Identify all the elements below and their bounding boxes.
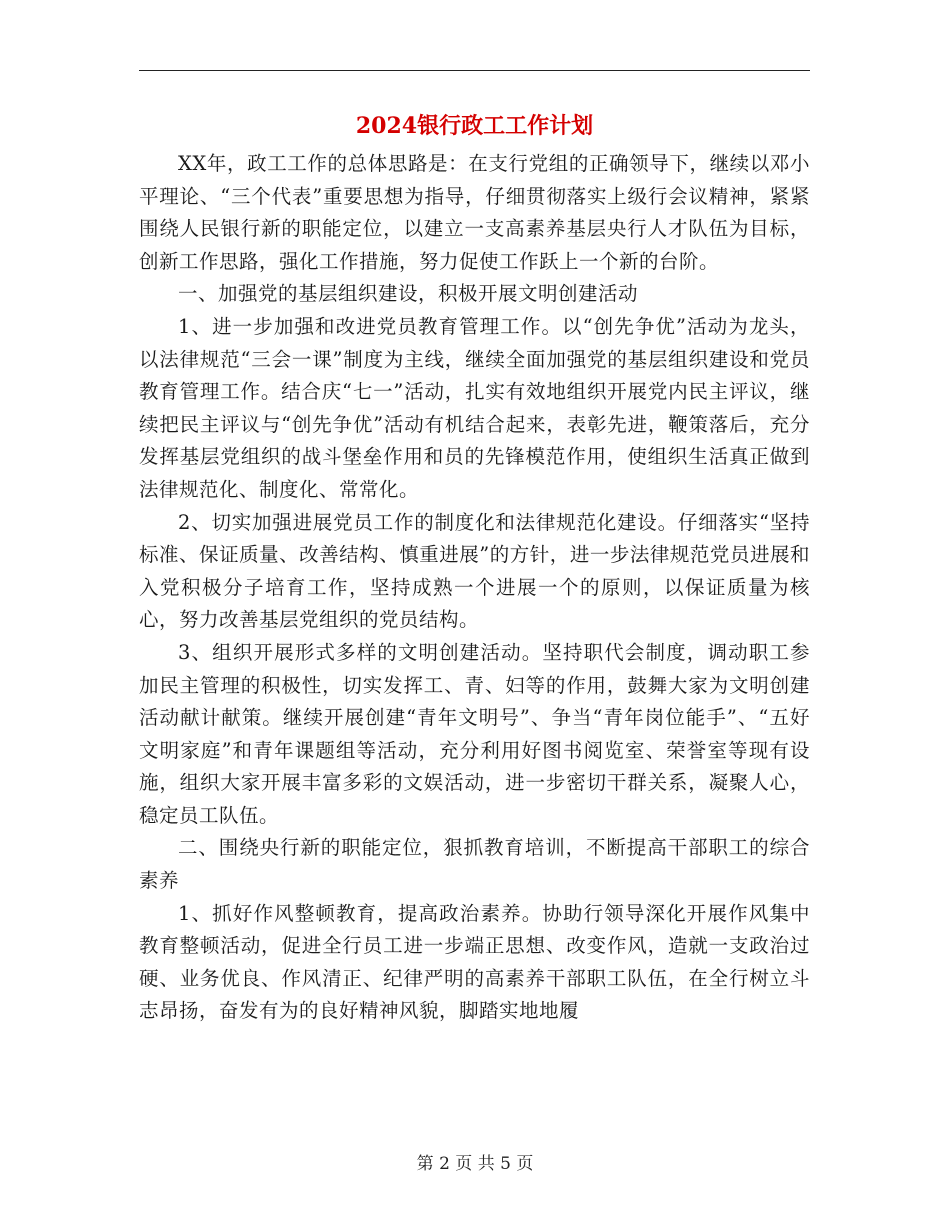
document-body — [139, 148, 810, 1028]
section-heading-2: 二、围绕央行新的职能定位，狠抓教育培训，不断提高干部职工的综合素养 — [139, 836, 810, 893]
header-rule — [139, 70, 810, 71]
section-heading-1: 一、加强党的基层组织建设，积极开展文明创建活动 — [178, 282, 639, 306]
paragraph-2-1: 1、抓好作风整顿教育，提高政治素养。协助行领导深化开展作风集中教育整顿活动，促进全行员工进一步端正思想、改变作风，造就一支政治过硬、业务优良、作风清正、纪律严明的高素养干部职工队伍，在全行树立斗志昂扬，奋发有为的良好精神风貌，脚踏实地地履 — [139, 901, 810, 1023]
paragraph-1-1: 1、进一步加强和改进党员教育管理工作。以“创先争优”活动为龙头，以法律规范“三会一课”制度为主线，继续全面加强党的基层组织建设和党员教育管理工作。结合庆“七一”活动，扎实有效地组织开展党内民主评议，继续把民主评议与“创先争优”活动有机结合起来，表彰先进，鞭策落后，充分发挥基层党组织的战斗堡垒作用和员的先锋模范作用，使组织生活真正做到法律规范化、制度化、常常化。 — [139, 314, 810, 501]
paragraph-intro: XX年，政工工作的总体思路是：在支行党组的正确领导下，继续以邓小平理论、“三个代表”重要思想为指导，仔细贯彻落实上级行会议精神，紧紧围绕人民银行新的职能定位，以建立一支高素养基层央行人才队伍为目标，创新工作思路，强化工作措施，努力促使工作跃上一个新的台阶。 — [139, 152, 810, 273]
paragraph-1-2: 2、切实加强进展党员工作的制度化和法律规范化建设。仔细落实“坚持标准、保证质量、改善结构、慎重进展”的方针，进一步法律规范党员进展和入党积极分子培育工作，坚持成熟一个进展一个的原则，以保证质量为核心，努力改善基层党组织的党员结构。 — [139, 510, 810, 632]
document-title: 2024银行政工工作计划 — [355, 113, 594, 139]
paragraph-1-3: 3、组织开展形式多样的文明创建活动。坚持职代会制度，调动职工参加民主管理的积极性，切实发挥工、青、妇等的作用，鼓舞大家为文明创建活动献计献策。继续开展创建“青年文明号”、争当“青年岗位能手”、“五好文明家庭”和青年课题组等活动，充分利用好图书阅览室、荣誉室等现有设施，组织大家开展丰富多彩的文娱活动，进一步密切干群关系，凝聚人心，稳定员工队伍。 — [139, 640, 810, 827]
page-number: 第 2 页 共 5 页 — [416, 1154, 534, 1174]
